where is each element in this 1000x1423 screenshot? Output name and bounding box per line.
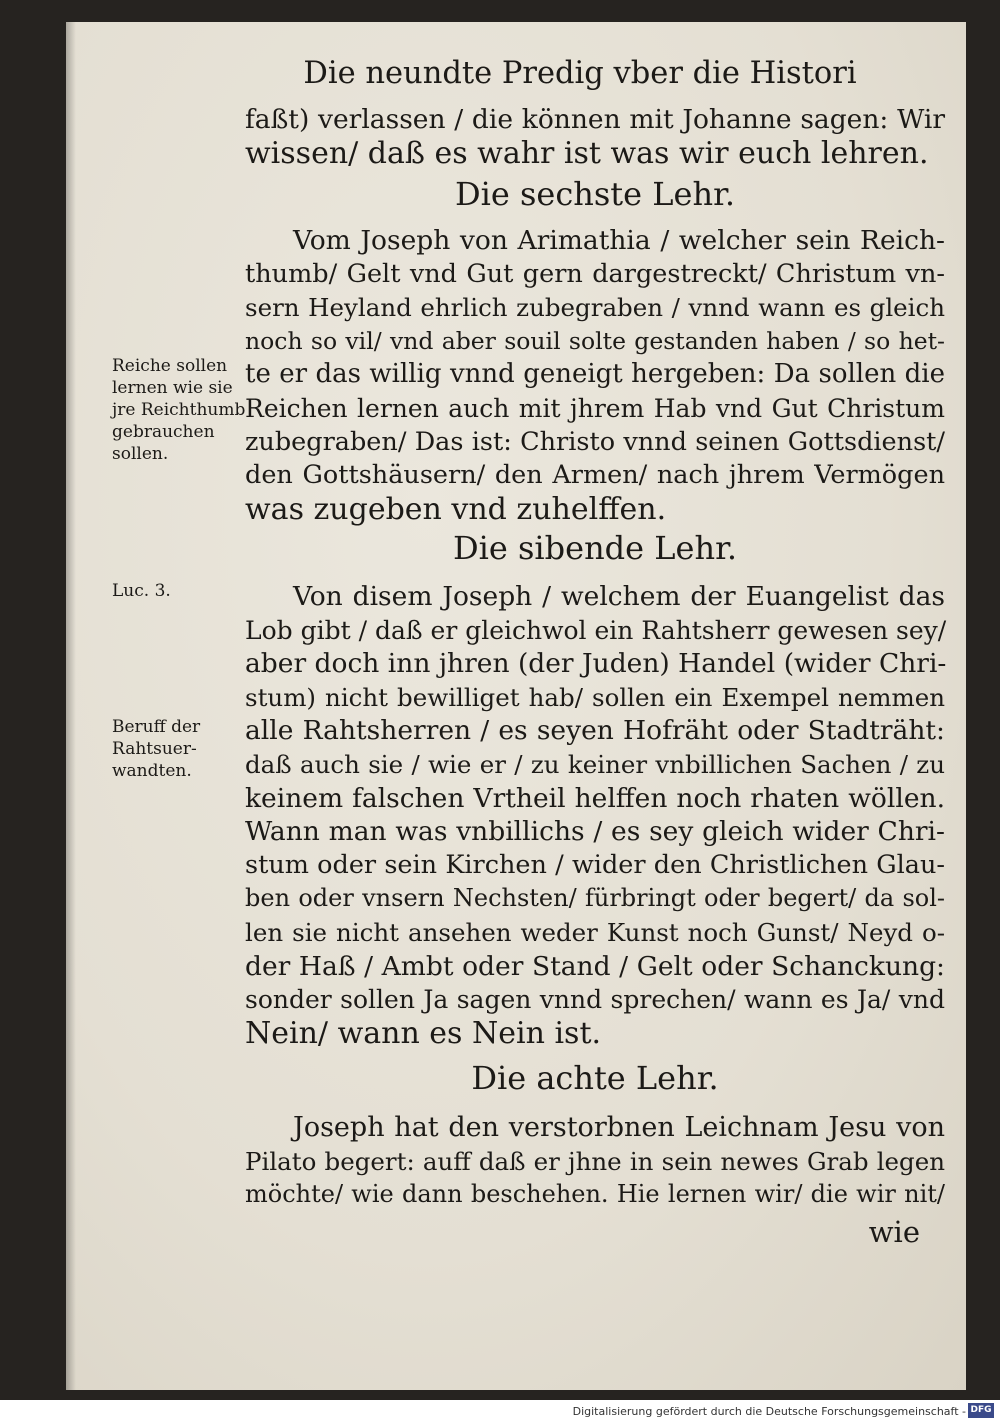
margin-note-line: lernen wie sie [112, 378, 233, 398]
text-line: Pilato begert: auff daß er jhne in sein newes Grab legen [245, 1146, 945, 1176]
text-line: was zugeben vnd zuhelffen. [245, 491, 667, 527]
text-block-continuation [245, 103, 945, 170]
footer-credit: Digitalisierung gefördert durch die Deutsche Forschungsgemeinschaft - [572, 1405, 966, 1418]
text-line: faßt) verlassen / die können mit Johanne sagen: Wir [245, 104, 945, 135]
section-heading-sibende: Die sibende Lehr. [452, 529, 738, 567]
text-line: den Gottshäusern/ den Armen/ nach jhrem Vermögen [245, 460, 945, 491]
text-line: wissen/ daß es wahr ist was wir euch lehren. [245, 135, 929, 171]
text-line: möchte/ wie dann beschehen. Hie lernen wir/ die wir nit/ [245, 1180, 945, 1209]
margin-note-line: Luc. 3. [112, 581, 171, 601]
margin-note-reiche [112, 355, 252, 465]
text-line: len sie nicht ansehen weder Kunst noch Gunst/ Neyd o- [245, 917, 945, 947]
text-line: Lob gibt / daß er gleichwol ein Rahtsherr gewesen sey/ [245, 615, 947, 645]
text-line: Nein/ wann es Nein ist. [245, 1015, 602, 1051]
text-line: te er das willig vnnd geneigt hergeben: Da sollen die [245, 359, 945, 390]
text-line: stum oder sein Kirchen / wider den Christlichen Glau- [245, 849, 945, 880]
margin-note-line: Reiche sollen [112, 356, 228, 376]
text-line: ben oder vnsern Nechsten/ fürbringt oder begert/ da sol- [245, 884, 945, 913]
margin-note-luc [112, 580, 252, 602]
text-line: Joseph hat den verstorbnen Leichnam Jesu von [293, 1112, 945, 1143]
margin-note-line: sollen. [112, 444, 169, 464]
text-line: Wann man was vnbillichs / es sey gleich wider Chri- [245, 816, 945, 848]
running-head: Die neundte Predig vber die Histori [303, 56, 857, 91]
dfg-logo-icon: DFG [968, 1403, 994, 1418]
text-line: thumb/ Gelt vnd Gut gern dargestreckt/ Christum vn- [245, 258, 945, 289]
footer-bar [0, 1400, 1000, 1423]
text-line: keinem falschen Vrtheil helffen noch rhaten wöllen. [245, 782, 945, 814]
margin-note-line: Rahtsuer- [112, 739, 197, 759]
section-heading-achte: Die achte Lehr. [471, 1059, 719, 1097]
margin-note-line: Beruff der [112, 717, 201, 737]
text-line: zubegraben/ Das ist: Christo vnnd seinen Gottsdienst/ [245, 426, 945, 457]
text-line: stum) nicht bewilliget hab/ sollen ein Exempel nemmen [245, 682, 945, 712]
text-line: der Haß / Ambt oder Stand / Gelt oder Schanckung: [245, 950, 945, 982]
text-block-sechste [245, 224, 945, 526]
text-line: Reichen lernen auch mit jhrem Hab vnd Gut Christum [245, 393, 945, 423]
text-line: Von disem Joseph / welchem der Euangelist das [293, 581, 945, 612]
text-block-achte [245, 1111, 945, 1212]
page-gutter-shadow [66, 22, 76, 1390]
text-line: Vom Joseph von Arimathia / welcher sein Reich- [293, 225, 945, 256]
section-heading-sechste: Die sechste Lehr. [454, 175, 736, 213]
text-line: alle Rahtsherren / es seyen Hofräht oder Stadträht: [245, 715, 945, 747]
text-line: sern Heyland ehrlich zubegraben / vnnd wann es gleich [245, 293, 945, 323]
text-line: sonder sollen Ja sagen vnnd sprechen/ wann es Ja/ vnd [245, 985, 945, 1015]
text-block-sibende [245, 580, 945, 1050]
margin-note-beruff [112, 716, 252, 782]
catchword: wie [868, 1215, 920, 1249]
margin-note-line: gebrauchen [112, 422, 215, 442]
margin-note-line: wandten. [112, 761, 192, 781]
text-line: daß auch sie / wie er / zu keiner vnbillichen Sachen / zu [245, 749, 945, 779]
text-line: noch so vil/ vnd aber souil solte gestanden haben / so het- [245, 326, 945, 355]
text-line: aber doch inn jhren (der Juden) Handel (wider Chri- [245, 648, 947, 680]
margin-note-line: jre Reichthumb [112, 400, 246, 420]
